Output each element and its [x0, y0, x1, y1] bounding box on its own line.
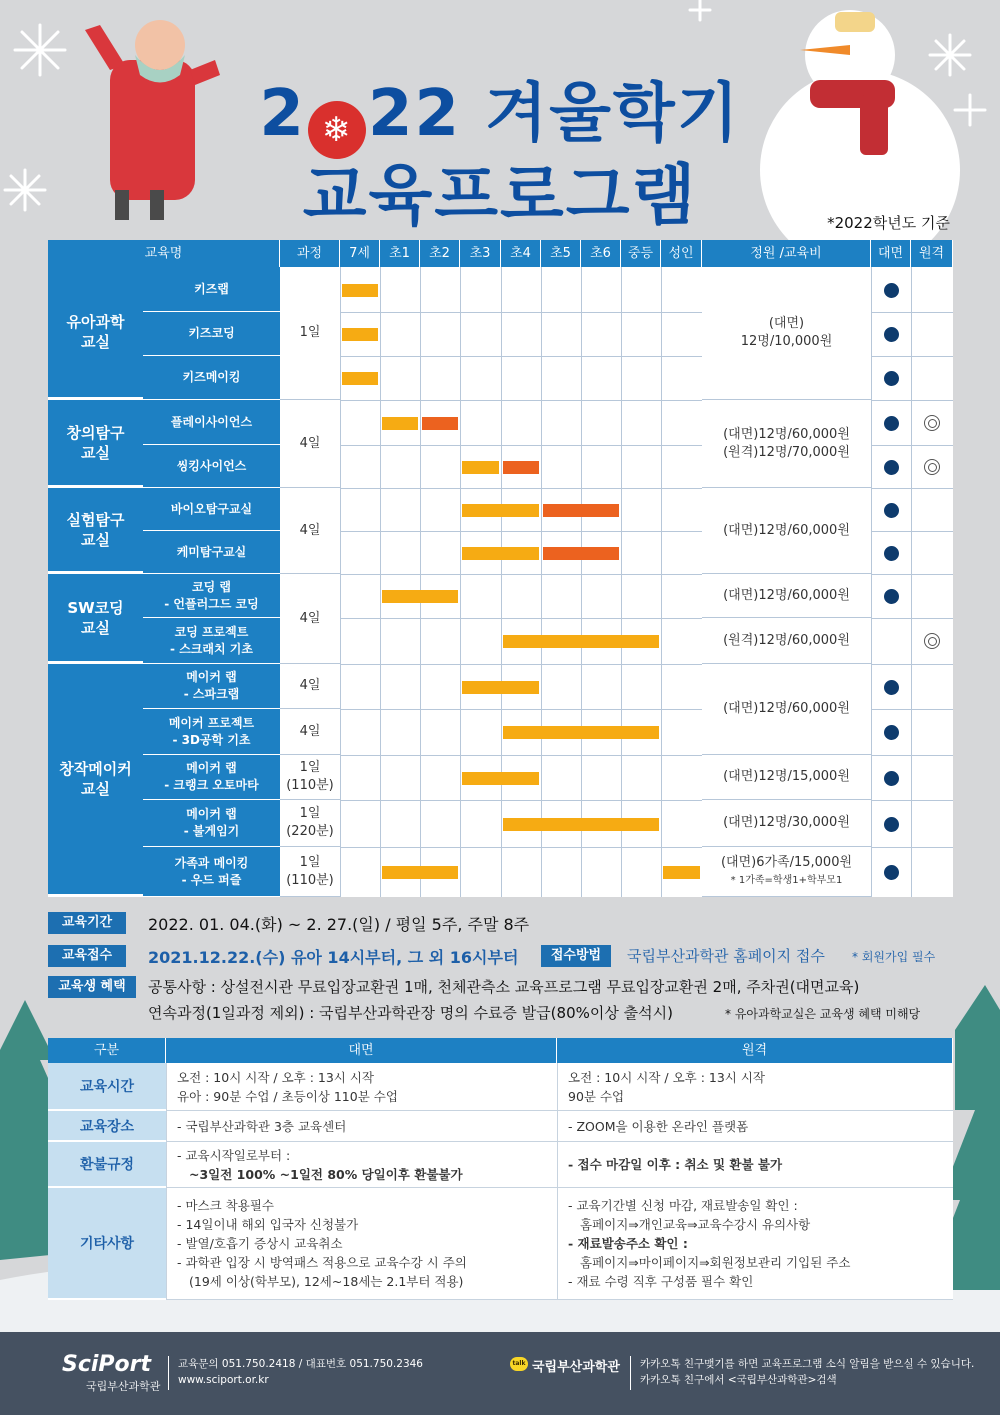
page-subtitle: 교육프로그램 — [302, 157, 698, 234]
column-header: 교육명 — [48, 240, 280, 267]
rules-line: - 과학관 입장 시 방역패스 적용으로 교육수강 시 주의 — [177, 1255, 467, 1270]
rules-cell-face — [166, 1111, 557, 1142]
fee-text: (대면)12명/60,000원 (원격)12명/70,000원 — [723, 426, 850, 460]
grid-line — [581, 267, 582, 897]
age-range-bar — [462, 772, 539, 785]
benefit-continuous: 연속과정(1일과정 제외) : 국립부산과학관장 명의 수료증 발급(80%이상 출석시) — [148, 1004, 673, 1022]
column-header: 초2 — [420, 240, 460, 267]
course-length: 4일 — [280, 574, 340, 664]
age-range-bar — [382, 417, 418, 430]
schedule-table — [48, 240, 953, 897]
grid-line — [911, 267, 912, 897]
kakaotalk-icon: talk — [510, 1357, 528, 1371]
category-label: 창의탐구 교실 — [48, 400, 143, 488]
program-name: 메이커 프로젝트 - 3D공학 기초 — [143, 709, 280, 755]
course-length: 1일 — [280, 267, 340, 400]
rules-line: 홈페이지⇒개인교육⇒교육수강시 유의사항 — [580, 1217, 811, 1232]
rules-line: 오전 : 10시 시작 / 오후 : 13시 시작 — [177, 1069, 374, 1085]
grid-line — [420, 267, 421, 897]
program-name: 메이커 랩 - 스파크랩 — [143, 664, 280, 709]
fee-cell — [702, 618, 871, 664]
column-header: 정원 /교육비 — [702, 240, 871, 267]
fee-cell — [702, 847, 871, 897]
basis-note: *2022학년도 기준 — [827, 214, 950, 232]
category-label: 유아과학 교실 — [48, 267, 143, 400]
face-to-face-dot-icon — [884, 546, 899, 561]
rules-table — [48, 1038, 953, 1300]
course-length: 4일 — [280, 488, 340, 574]
page-title: 2 ❄ 22 겨울학기 — [0, 62, 1000, 159]
method-note: * 회원가입 필수 — [852, 950, 936, 964]
program-name: 코딩 랩 - 언플러그드 코딩 — [143, 574, 280, 618]
age-range-bar — [462, 547, 539, 560]
fee-cell — [702, 267, 871, 400]
rules-row-label: 교육시간 — [48, 1063, 166, 1111]
kakao-info: 카카오톡 친구맺기를 하면 교육프로그램 소식 알림을 받으실 수 있습니다. — [640, 1358, 975, 1370]
face-to-face-dot-icon — [884, 283, 899, 298]
column-header: 중등 — [621, 240, 661, 267]
rules-header: 구분 — [48, 1038, 166, 1063]
footer — [0, 1332, 1000, 1415]
contact-website[interactable]: www.sciport.or.kr — [178, 1374, 269, 1386]
column-header: 성인 — [661, 240, 702, 267]
column-header: 초4 — [501, 240, 541, 267]
remote-double-circle-icon — [924, 415, 940, 431]
age-range-bar — [342, 372, 378, 385]
column-header: 과정 — [280, 240, 340, 267]
rules-line: - ZOOM을 이용한 온라인 플랫폼 — [568, 1118, 749, 1134]
face-to-face-dot-icon — [884, 725, 899, 740]
rules-cell-remote — [557, 1188, 953, 1300]
column-header: 초3 — [460, 240, 501, 267]
rules-header: 원격 — [557, 1038, 953, 1063]
fee-text: (대면)12명/15,000원 — [723, 769, 850, 784]
snowflake-ornament-icon: ❄ — [308, 101, 366, 159]
rules-cell-remote — [557, 1142, 953, 1188]
fee-text: (대면)12명/60,000원 — [723, 587, 850, 603]
face-to-face-dot-icon — [884, 371, 899, 386]
age-range-bar — [462, 504, 539, 517]
fee-cell — [702, 800, 871, 847]
rules-cell-remote — [557, 1063, 953, 1111]
logo-subtitle: 국립부산과학관 — [86, 1380, 161, 1393]
rules-line: 오전 : 10시 시작 / 오후 : 13시 시작 — [568, 1069, 765, 1085]
column-header: 초1 — [380, 240, 420, 267]
course-length: 1일 (110분) — [280, 847, 340, 897]
rules-line: - 14일이내 해외 입국자 신청불가 — [177, 1217, 359, 1232]
benefit-label: 교육생 혜택 — [48, 976, 136, 998]
age-range-bar — [503, 635, 659, 648]
fee-cell — [702, 755, 871, 800]
rules-row-label: 교육장소 — [48, 1111, 166, 1142]
age-range-bar — [543, 547, 619, 560]
column-header: 초5 — [541, 240, 581, 267]
category-label: 실험탐구 교실 — [48, 488, 143, 574]
course-length: 1일 (110분) — [280, 755, 340, 800]
kakao-search: 카카오톡 친구에서 <국립부산과학관>검색 — [640, 1374, 837, 1386]
fee-cell — [702, 664, 871, 755]
face-to-face-dot-icon — [884, 817, 899, 832]
age-range-bar — [382, 590, 458, 603]
rules-cell-face — [166, 1142, 557, 1188]
fee-cell — [702, 574, 871, 618]
column-header: 초6 — [581, 240, 621, 267]
course-length: 1일 (220분) — [280, 800, 340, 847]
age-range-bar — [342, 328, 378, 341]
rules-line: - 재료발송주소 확인 : — [568, 1236, 688, 1251]
grid-line — [460, 267, 461, 897]
grid-line — [621, 267, 622, 897]
program-name: 바이오탐구교실 — [143, 488, 280, 531]
program-name: 키즈메이킹 — [143, 356, 280, 400]
program-name: 키즈랩 — [143, 267, 280, 312]
fee-note: * 1가족=학생1+학부모1 — [730, 874, 843, 886]
period-label: 교육기간 — [48, 912, 126, 934]
benefit-common: 공통사항 : 상설전시관 무료입장교환권 1매, 천체관측소 교육프로그램 무료입장교환권 2매, 주차권(대면교육) — [148, 978, 860, 996]
face-to-face-dot-icon — [884, 865, 899, 880]
benefit-note: * 유아과학교실은 교육생 혜택 미해당 — [725, 1007, 921, 1021]
rules-line: - 접수 마감일 이후 : 취소 및 환불 불가 — [568, 1157, 783, 1172]
fee-text: (대면)12명/60,000원 — [723, 522, 850, 538]
rules-line: - 발열/호흡기 증상시 교육취소 — [177, 1236, 343, 1251]
sciport-logo: SciPort — [62, 1352, 152, 1377]
column-header: 7세 — [340, 240, 380, 267]
grid-line — [380, 267, 381, 897]
program-name: 케미탐구교실 — [143, 531, 280, 574]
grid-line — [661, 267, 662, 897]
age-range-bar — [663, 866, 700, 879]
fee-text: (대면)12명/30,000원 — [723, 815, 850, 830]
program-name: 키즈코딩 — [143, 312, 280, 356]
rules-row-label: 기타사항 — [48, 1188, 166, 1300]
rules-row-label: 환불규정 — [48, 1142, 166, 1188]
course-length: 4일 — [280, 709, 340, 755]
program-name: 메이커 랩 - 크랭크 오토마타 — [143, 755, 280, 800]
course-length: 4일 — [280, 400, 340, 488]
face-to-face-dot-icon — [884, 327, 899, 342]
contact-phone: 교육문의 051.750.2418 / 대표번호 051.750.2346 — [178, 1358, 423, 1370]
apply-text: 2021.12.22.(수) 유아 14시부터, 그 외 16시부터 — [148, 948, 519, 967]
rules-line: (19세 이상(학부모), 12세~18세는 2.1부터 적용) — [189, 1274, 464, 1289]
program-name: 씽킹사이언스 — [143, 445, 280, 488]
rules-cell-face — [166, 1188, 557, 1300]
face-to-face-dot-icon — [884, 771, 899, 786]
rules-line: - 재료 수령 직후 구성품 필수 확인 — [568, 1274, 754, 1289]
program-name: 가족과 메이킹 - 우드 퍼즐 — [143, 847, 280, 897]
face-to-face-dot-icon — [884, 503, 899, 518]
rules-line: - 마스크 착용필수 — [177, 1198, 274, 1213]
fee-text: (원격)12명/60,000원 — [723, 632, 850, 648]
method-label: 접수방법 — [541, 945, 611, 967]
age-range-bar — [503, 726, 659, 739]
fee-cell — [702, 488, 871, 574]
grid-line — [501, 267, 502, 897]
fee-text: (대면)6가족/15,000원 — [720, 854, 853, 870]
age-range-bar — [342, 284, 378, 297]
face-to-face-dot-icon — [884, 460, 899, 475]
rules-line: 90분 수업 — [568, 1088, 625, 1104]
age-range-bar — [462, 681, 539, 694]
rules-cell-remote — [557, 1111, 953, 1142]
face-to-face-dot-icon — [884, 680, 899, 695]
face-to-face-dot-icon — [884, 589, 899, 604]
rules-header: 대면 — [166, 1038, 557, 1063]
apply-label: 교육접수 — [48, 945, 126, 967]
rules-line: - 교육시작일로부터 : — [177, 1147, 291, 1163]
period-text: 2022. 01. 04.(화) ~ 2. 27.(일) / 평일 5주, 주말 8주 — [148, 915, 530, 934]
fee-text: (대면) 12명/10,000원 — [740, 316, 833, 349]
method-text: 국립부산과학관 홈페이지 접수 — [627, 947, 825, 965]
grid-line — [871, 267, 872, 897]
fee-text: (대면)12명/60,000원 — [723, 701, 850, 716]
fee-cell — [702, 400, 871, 488]
grid-line — [340, 267, 341, 897]
age-range-bar — [543, 504, 619, 517]
rules-cell-face — [166, 1063, 557, 1111]
column-header: 대면 — [871, 240, 911, 267]
rules-line: ~3일전 100% ~1일전 80% 당일이후 환불불가 — [189, 1166, 463, 1182]
face-to-face-dot-icon — [884, 416, 899, 431]
kakao-channel-name: 국립부산과학관 — [532, 1360, 620, 1375]
age-range-bar — [503, 461, 539, 474]
age-range-bar — [422, 417, 458, 430]
age-range-bar — [503, 818, 659, 831]
rules-line: 유아 : 90분 수업 / 초등이상 110분 수업 — [177, 1088, 398, 1104]
category-label: 창작메이커 교실 — [48, 664, 143, 897]
remote-double-circle-icon — [924, 633, 940, 649]
age-range-bar — [382, 866, 458, 879]
grid-line — [541, 267, 542, 897]
remote-double-circle-icon — [924, 459, 940, 475]
category-label: SW코딩 교실 — [48, 574, 143, 664]
program-name: 코딩 프로젝트 - 스크래치 기초 — [143, 618, 280, 664]
program-name: 플레이사이언스 — [143, 400, 280, 445]
program-name: 메이커 랩 - 불게임기 — [143, 800, 280, 847]
column-header: 원격 — [911, 240, 953, 267]
rules-line: 홈페이지⇒마이페이지⇒회원정보관리 기입된 주소 — [580, 1255, 851, 1270]
age-range-bar — [462, 461, 499, 474]
rules-line: - 교육기간별 신청 마감, 재료발송일 확인 : — [568, 1198, 798, 1213]
rules-line: - 국립부산과학관 3층 교육센터 — [177, 1118, 347, 1134]
course-length: 4일 — [280, 664, 340, 709]
